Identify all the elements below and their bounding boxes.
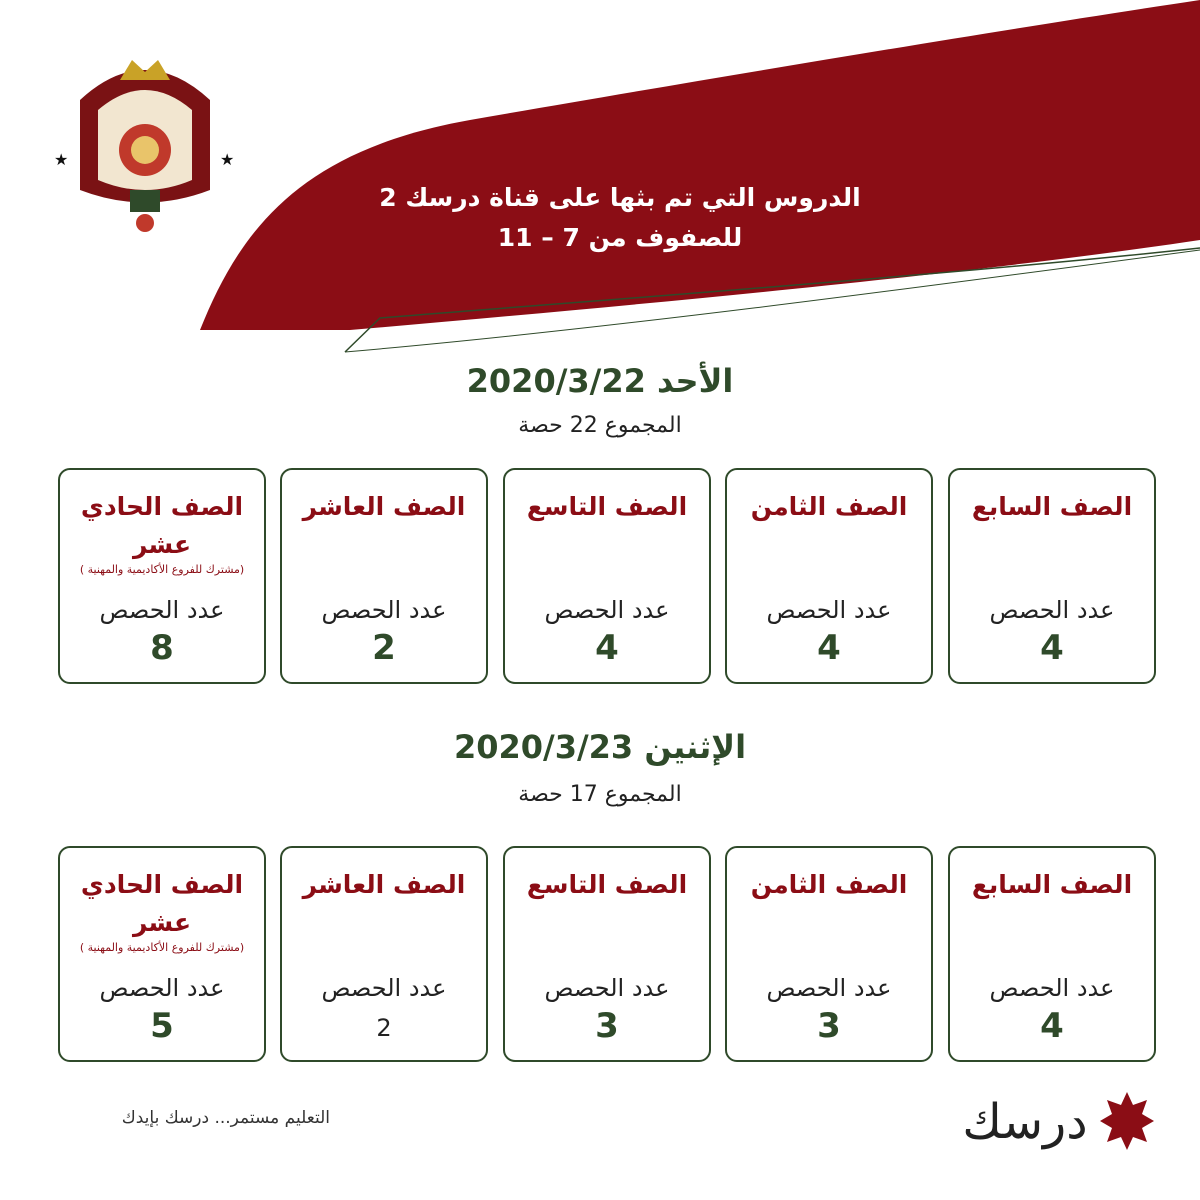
count-label: عدد الحصص (544, 596, 670, 624)
lesson-count: 4 (595, 628, 619, 668)
grade-name: الصف التاسع (526, 492, 688, 521)
lesson-count: 3 (817, 1006, 841, 1046)
lesson-count: 2 (372, 628, 396, 668)
lesson-count: 3 (595, 1006, 619, 1046)
count-label: عدد الحصص (766, 596, 892, 624)
count-label: عدد الحصص (989, 596, 1115, 624)
count-label: عدد الحصص (989, 974, 1115, 1002)
grade-card (503, 468, 711, 684)
lesson-count: 8 (150, 628, 174, 668)
grade-card (280, 846, 488, 1062)
grade-card (725, 468, 933, 684)
lesson-count: 2 (376, 1014, 392, 1042)
count-label: عدد الحصص (321, 596, 447, 624)
day-total: المجموع 17 حصة (518, 782, 682, 807)
svg-text:★: ★ (54, 150, 69, 169)
grade-name: الصف العاشر (302, 870, 466, 899)
grade-card (948, 846, 1156, 1062)
grade-name: الصف العاشر (302, 492, 466, 521)
grade-card (280, 468, 488, 684)
grade-name: الصف الحادي عشر (80, 870, 244, 937)
lesson-count: 4 (1040, 1006, 1064, 1046)
count-label: عدد الحصص (766, 974, 892, 1002)
lesson-count: 4 (817, 628, 841, 668)
title-line-2: للصفوف من 7 – 11 (497, 223, 743, 252)
grade-name: الصف الثامن (750, 492, 908, 521)
grade-name: الصف الثامن (750, 870, 908, 899)
day-heading: الإثنين 2020/3/23 (453, 728, 747, 766)
ministry-emblem-icon (40, 40, 250, 250)
count-label: عدد الحصص (321, 974, 447, 1002)
grade-name: الصف التاسع (526, 870, 688, 899)
grade-card (58, 468, 266, 684)
footer-slogan: التعليم مستمر... درسك بإيدك (121, 1108, 330, 1128)
grade-note: (مشترك للفروع الأكاديمية والمهنية ) (79, 563, 245, 576)
jordan-star-icon (1100, 1092, 1154, 1150)
grade-card (58, 846, 266, 1062)
lesson-count: 5 (150, 1006, 174, 1046)
grade-name: الصف الحادي عشر (80, 492, 244, 559)
grade-name: الصف السابع (971, 870, 1133, 899)
grade-card (503, 846, 711, 1062)
count-label: عدد الحصص (99, 596, 225, 624)
lesson-count: 4 (1040, 628, 1064, 668)
grade-note: (مشترك للفروع الأكاديمية والمهنية ) (79, 941, 245, 954)
day-total: المجموع 22 حصة (518, 413, 682, 438)
svg-text:★: ★ (220, 150, 235, 169)
title-line-1: الدروس التي تم بثها على قناة درسك 2 (379, 183, 861, 212)
grade-card (725, 846, 933, 1062)
grade-name: الصف السابع (971, 492, 1133, 521)
count-label: عدد الحصص (99, 974, 225, 1002)
count-label: عدد الحصص (544, 974, 670, 1002)
day-heading: الأحد 2020/3/22 (466, 362, 734, 400)
grade-card (948, 468, 1156, 684)
brand-name: درسك (962, 1094, 1088, 1150)
page-title (350, 178, 890, 258)
